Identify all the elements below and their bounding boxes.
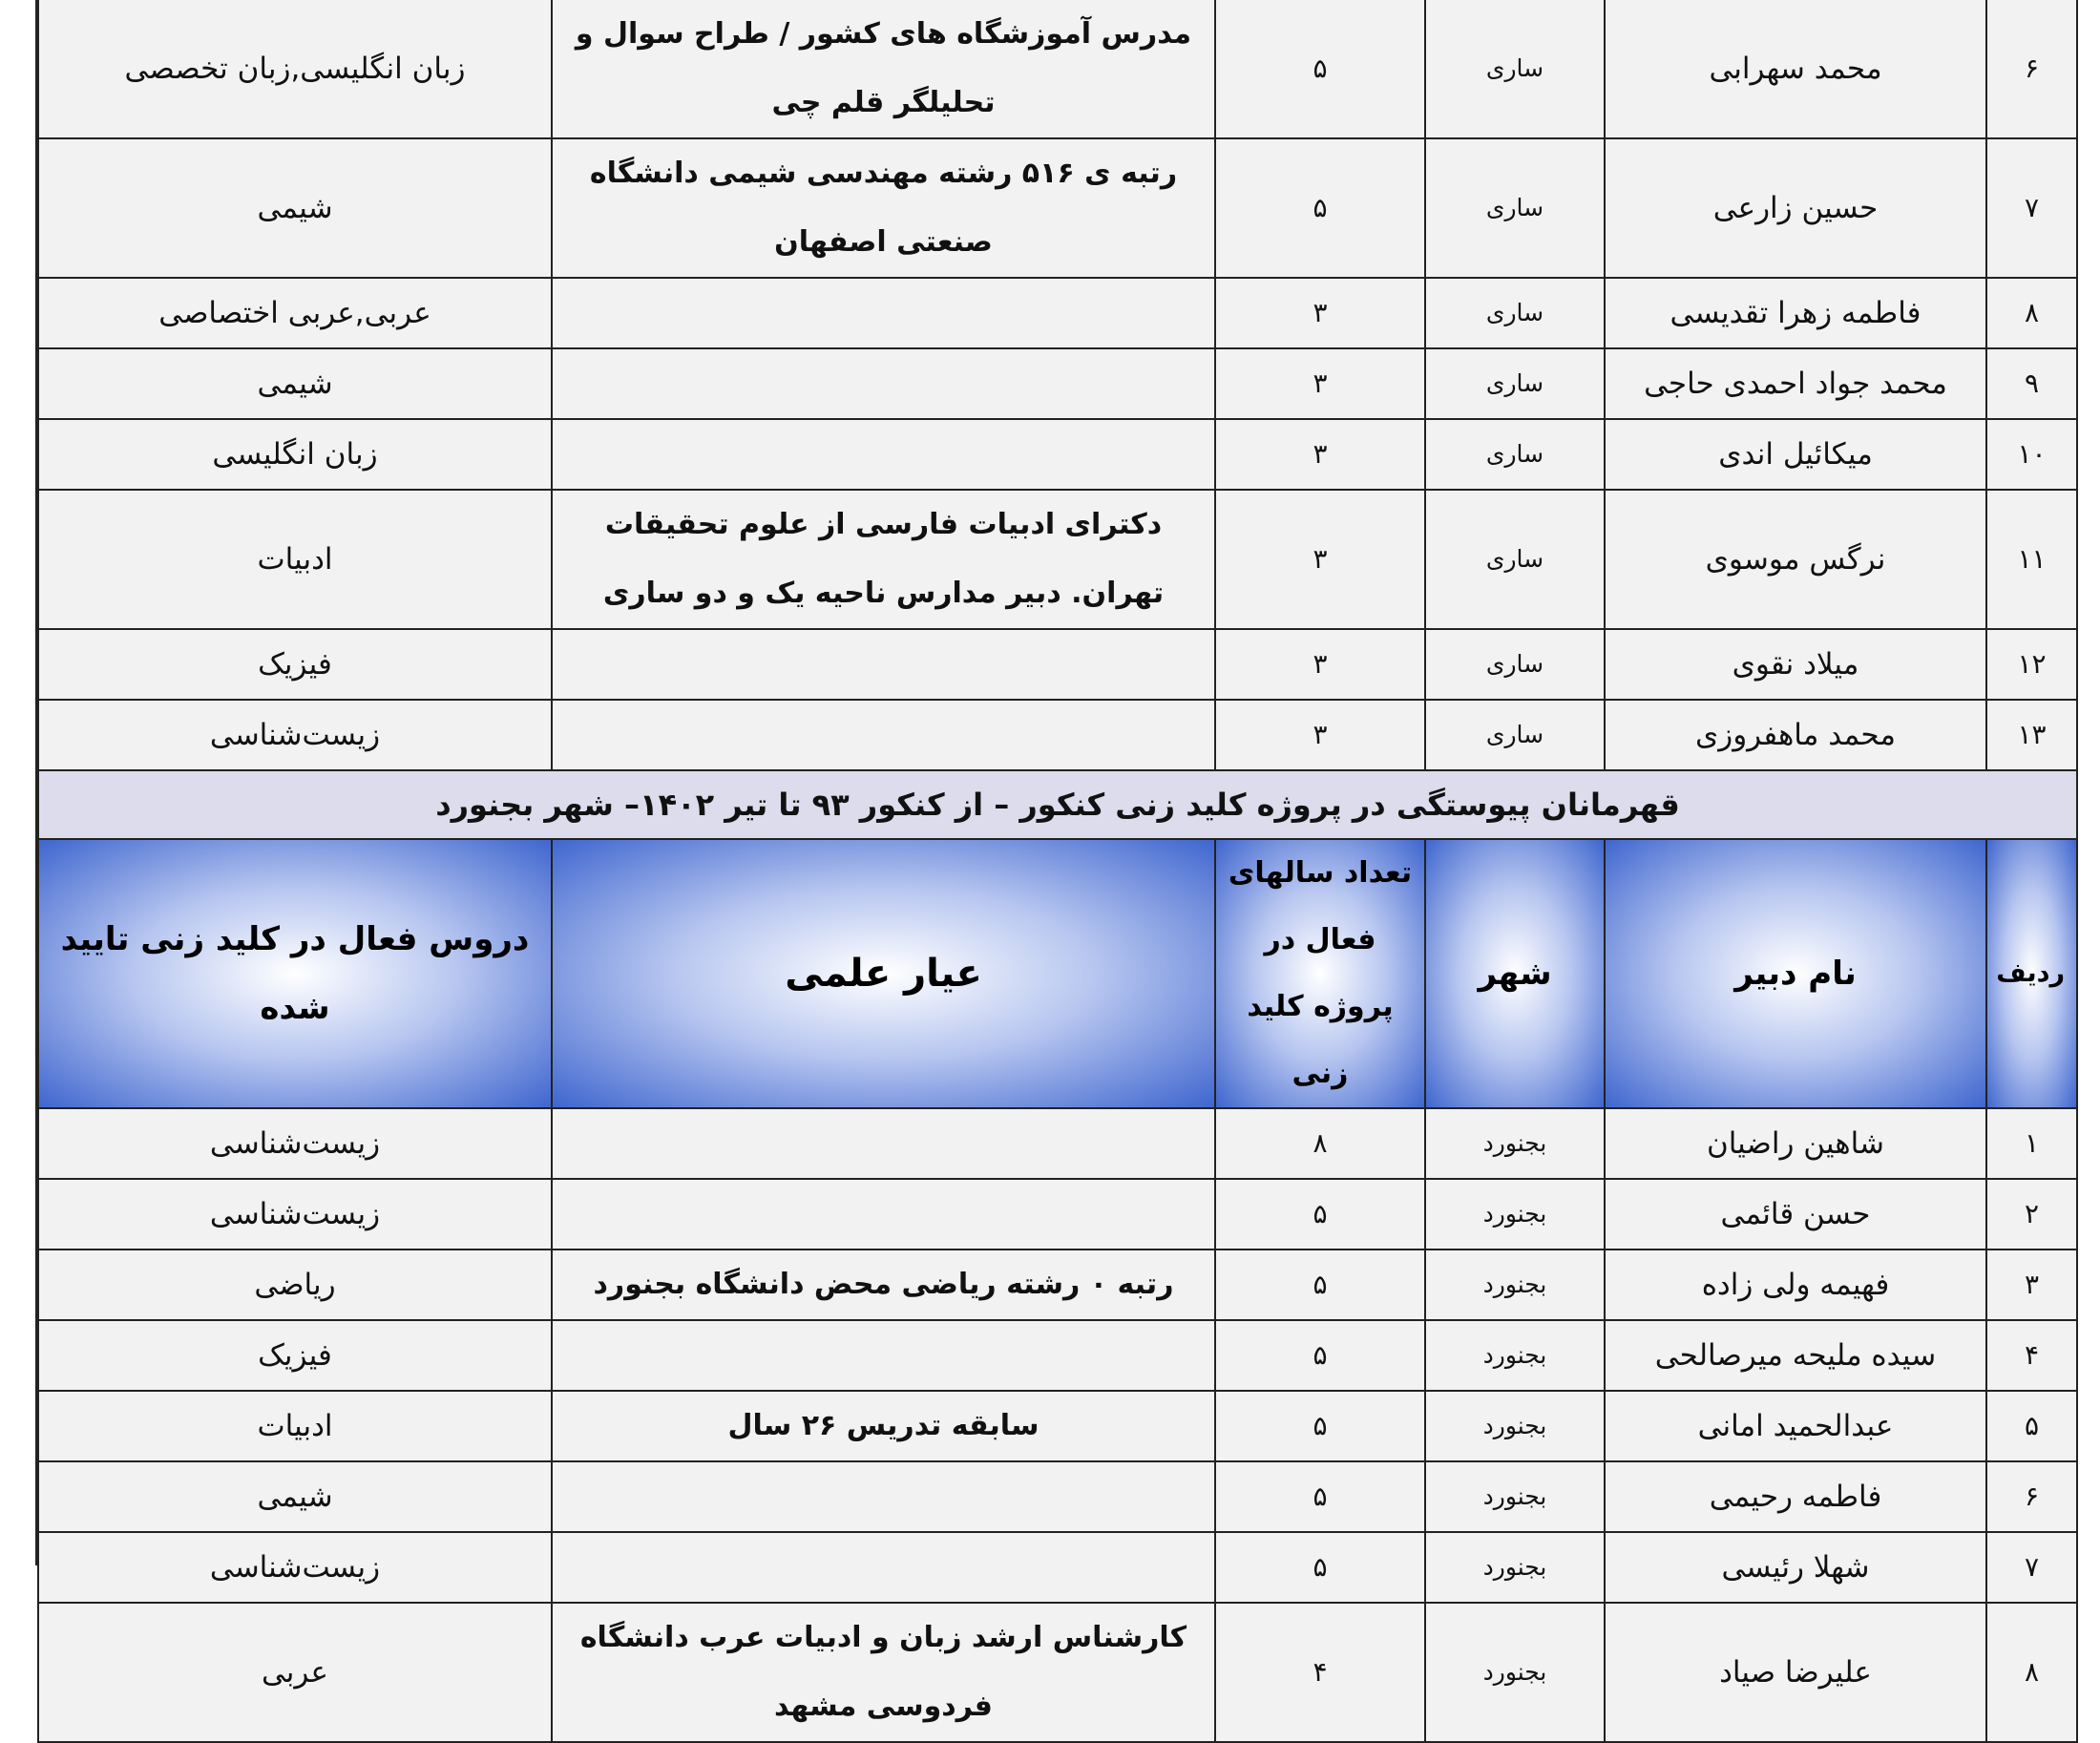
achievement: دکترای ادبیات فارسی از علوم تحقیقات تهران. دبیر مدارس ناحیه یک و دو ساری [552, 490, 1215, 629]
teacher-name: نرگس موسوی [1605, 490, 1986, 629]
teacher-name: علیرضا صیاد [1605, 1603, 1986, 1742]
teacher-name: سیده ملیحه میرصالحی [1605, 1320, 1986, 1391]
header-city: شهر [1425, 839, 1605, 1108]
achievement [552, 1532, 1215, 1603]
teacher-name: حسن قائمی [1605, 1179, 1986, 1250]
header-row-number: ردیف [1986, 839, 2077, 1108]
active-years: ۵ [1215, 1391, 1425, 1461]
subjects: ادبیات [38, 1391, 552, 1461]
teacher-name: محمد جواد احمدی حاجی [1605, 348, 1986, 419]
subjects: فیزیک [38, 629, 552, 700]
city: ساری [1425, 490, 1605, 629]
city: بجنورد [1425, 1461, 1605, 1532]
table-row [38, 1108, 2077, 1179]
table-row [38, 278, 2077, 348]
achievement: سابقه تدریس ۲۶ سال [552, 1391, 1215, 1461]
active-years: ۴ [1215, 1603, 1425, 1742]
active-years: ۵ [1215, 1461, 1425, 1532]
active-years: ۳ [1215, 419, 1425, 490]
subjects: زیست‌شناسی [38, 1179, 552, 1250]
subjects: زیست‌شناسی [38, 700, 552, 770]
row-number: ۸ [1986, 1603, 2077, 1742]
achievement [552, 1179, 1215, 1250]
teachers-table [37, 0, 2078, 1743]
achievement [552, 700, 1215, 770]
subjects: شیمی [38, 1461, 552, 1532]
section-banner-row [38, 770, 2077, 839]
table-row [38, 1320, 2077, 1391]
row-number: ۱ [1986, 1108, 2077, 1179]
active-years: ۵ [1215, 1179, 1425, 1250]
active-years: ۵ [1215, 1320, 1425, 1391]
section-banner-title: قهرمانان پیوستگی در پروژه کلید زنی کنکور – از کنکور ۹۳ تا تیر ۱۴۰۲– شهر بجنورد [38, 770, 2077, 839]
active-years: ۸ [1215, 1108, 1425, 1179]
header-teacher-name: نام دبیر [1605, 839, 1986, 1108]
subjects: زیست‌شناسی [38, 1532, 552, 1603]
teacher-name: شهلا رئیسی [1605, 1532, 1986, 1603]
achievement: رتبه ی ۵۱۶ رشته مهندسی شیمی دانشگاه صنعتی اصفهان [552, 138, 1215, 278]
subjects: عربی,عربی اختصاصی [38, 278, 552, 348]
active-years: ۳ [1215, 490, 1425, 629]
table-row [38, 1603, 2077, 1742]
active-years: ۵ [1215, 0, 1425, 138]
table-row [38, 0, 2077, 138]
achievement [552, 419, 1215, 490]
teacher-name: فاطمه زهرا تقدیسی [1605, 278, 1986, 348]
subjects: فیزیک [38, 1320, 552, 1391]
city: ساری [1425, 138, 1605, 278]
subjects: زیست‌شناسی [38, 1108, 552, 1179]
subjects: ریاضی [38, 1250, 552, 1320]
row-number: ۹ [1986, 348, 2077, 419]
subjects: زبان انگلیسی [38, 419, 552, 490]
city: ساری [1425, 700, 1605, 770]
header-achievement: عیار علمی [552, 839, 1215, 1108]
table-row [38, 419, 2077, 490]
city: بجنورد [1425, 1108, 1605, 1179]
teacher-name: فهیمه ولی زاده [1605, 1250, 1986, 1320]
achievement [552, 1108, 1215, 1179]
subjects: ادبیات [38, 490, 552, 629]
table-row [38, 490, 2077, 629]
row-number: ۳ [1986, 1250, 2077, 1320]
achievement [552, 1461, 1215, 1532]
teacher-name: فاطمه رحیمی [1605, 1461, 1986, 1532]
table-header-row [38, 839, 2077, 1108]
active-years: ۵ [1215, 138, 1425, 278]
city: ساری [1425, 278, 1605, 348]
teacher-name: عبدالحمید امانی [1605, 1391, 1986, 1461]
row-number: ۴ [1986, 1320, 2077, 1391]
city: بجنورد [1425, 1320, 1605, 1391]
row-number: ۸ [1986, 278, 2077, 348]
achievement [552, 1320, 1215, 1391]
row-number: ۵ [1986, 1391, 2077, 1461]
table-row [38, 1532, 2077, 1603]
city: بجنورد [1425, 1532, 1605, 1603]
teacher-name: میلاد نقوی [1605, 629, 1986, 700]
row-number: ۷ [1986, 138, 2077, 278]
row-number: ۶ [1986, 1461, 2077, 1532]
table-row [38, 1250, 2077, 1320]
table-row [38, 1461, 2077, 1532]
city: ساری [1425, 348, 1605, 419]
achievement: کارشناس ارشد زبان و ادبیات عرب دانشگاه فردوسی مشهد [552, 1603, 1215, 1742]
row-number: ۷ [1986, 1532, 2077, 1603]
achievement: مدرس آموزشگاه های کشور / طراح سوال و تحلیلگر قلم چی [552, 0, 1215, 138]
active-years: ۳ [1215, 700, 1425, 770]
active-years: ۵ [1215, 1250, 1425, 1320]
achievement [552, 278, 1215, 348]
teacher-name: حسین زارعی [1605, 138, 1986, 278]
table-row [38, 700, 2077, 770]
active-years: ۳ [1215, 278, 1425, 348]
subjects: شیمی [38, 138, 552, 278]
achievement [552, 629, 1215, 700]
row-number: ۱۱ [1986, 490, 2077, 629]
table-row [38, 1391, 2077, 1461]
table-row [38, 138, 2077, 278]
subjects: زبان انگلیسی,زبان تخصصی [38, 0, 552, 138]
document-page [35, 0, 2078, 1723]
table-row [38, 348, 2077, 419]
active-years: ۳ [1215, 348, 1425, 419]
achievement: رتبه ۰ رشته ریاضی محض دانشگاه بجنورد [552, 1250, 1215, 1320]
teacher-name: محمد ماهفروزی [1605, 700, 1986, 770]
row-number: ۱۲ [1986, 629, 2077, 700]
table-row [38, 629, 2077, 700]
row-number: ۱۰ [1986, 419, 2077, 490]
city: ساری [1425, 629, 1605, 700]
teacher-name: شاهین راضیان [1605, 1108, 1986, 1179]
active-years: ۵ [1215, 1532, 1425, 1603]
city: ساری [1425, 419, 1605, 490]
header-active-years: تعداد سالهای فعال در پروژه کلید زنی [1215, 839, 1425, 1108]
active-years: ۳ [1215, 629, 1425, 700]
teacher-name: محمد سهرابی [1605, 0, 1986, 138]
row-number: ۶ [1986, 0, 2077, 138]
subjects: عربی [38, 1603, 552, 1742]
city: بجنورد [1425, 1250, 1605, 1320]
city: ساری [1425, 0, 1605, 138]
header-subjects: دروس فعال در کلید زنی تایید شده [38, 839, 552, 1108]
table-row [38, 1179, 2077, 1250]
city: بجنورد [1425, 1179, 1605, 1250]
teacher-name: میکائیل اندی [1605, 419, 1986, 490]
city: بجنورد [1425, 1603, 1605, 1742]
subjects: شیمی [38, 348, 552, 419]
row-number: ۲ [1986, 1179, 2077, 1250]
row-number: ۱۳ [1986, 700, 2077, 770]
city: بجنورد [1425, 1391, 1605, 1461]
achievement [552, 348, 1215, 419]
